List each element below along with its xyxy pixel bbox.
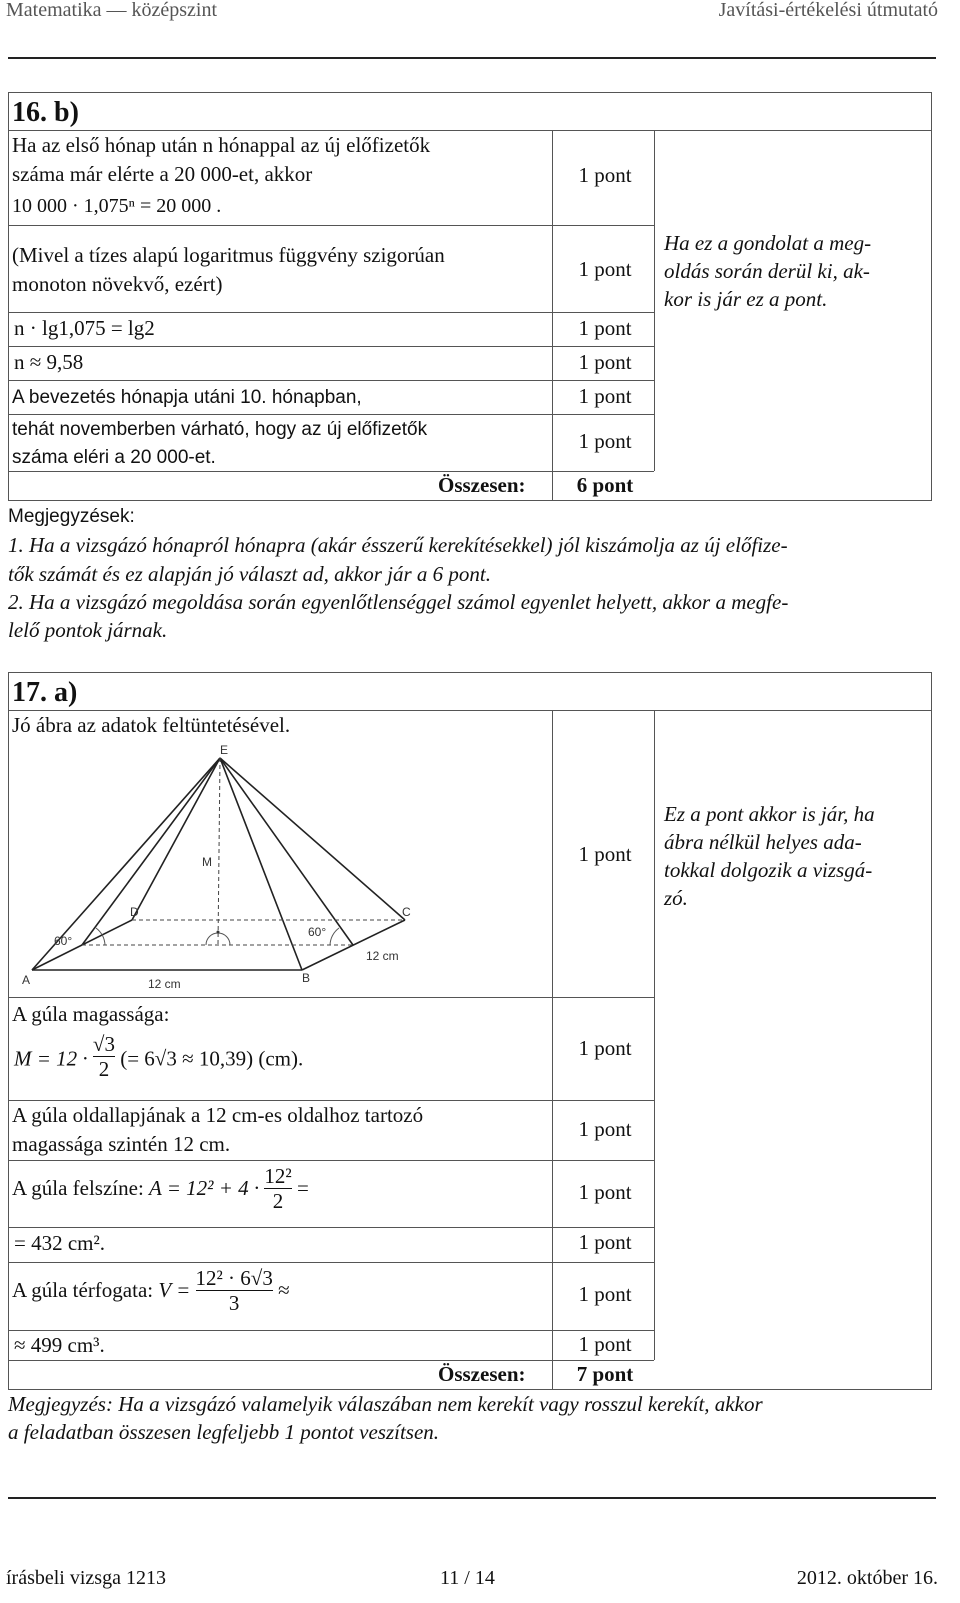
label-side2: 12 cm — [366, 949, 399, 963]
t17-surface-points: 1 pont — [578, 1180, 632, 1204]
t16-remark2-line2: lelő pontok járnak. — [8, 618, 168, 642]
t17-surface-result-points: 1 pont — [578, 1230, 632, 1254]
edge-EC — [220, 758, 405, 920]
footer-right: 2012. október 16. — [796, 1567, 938, 1589]
label-angle1: 60° — [54, 934, 73, 948]
t17-total-points: 7 pont — [576, 1362, 634, 1386]
t16-row6-line2: száma eléri a 20 000-et. — [12, 447, 216, 468]
t16-row5-text: A bevezetés hónapja utáni 10. hónapban, — [12, 387, 362, 408]
task17-label: 17. a) — [12, 677, 78, 708]
t16-total-points: 6 pont — [576, 473, 634, 497]
t17-total-label: Összesen: — [438, 1362, 526, 1386]
t17-figure-note: Ez a pont akkor is jár, ha ábra nélkül helyes ada- tokkal dolgozik a vizsgá- zó. — [664, 802, 875, 910]
t16-row6-points: 1 pont — [578, 429, 632, 453]
label-E: E — [220, 743, 229, 757]
footer-page: 11 / 14 — [440, 1567, 495, 1589]
label-D: D — [130, 905, 139, 919]
slant-2 — [220, 758, 353, 945]
t16-row1-points: 1 pont — [578, 163, 632, 187]
header-rule — [8, 57, 936, 59]
footer-rule — [8, 1497, 936, 1499]
t16-row3-formula: n · lg1,075 = lg2 — [14, 316, 155, 340]
height-M — [218, 758, 220, 945]
edge-ED — [132, 758, 220, 920]
t17-remark-line1: Megjegyzés: Ha a vizsgázó valamelyik válaszában nem kerekít vagy rosszul kerekít, akkor — [8, 1392, 763, 1416]
t17-volume-result-points: 1 pont — [578, 1332, 632, 1356]
t17-volume-points: 1 pont — [578, 1282, 632, 1306]
t16-row2-points: 1 pont — [578, 257, 632, 281]
t17-surface-result: = 432 cm². — [14, 1231, 106, 1255]
slant-1 — [82, 758, 220, 945]
t16-row2-line1: (Mivel a tízes alapú logaritmus függvény szigorúan — [12, 243, 445, 267]
t17-figure-text: Jó ábra az adatok feltüntetésével. — [12, 713, 291, 737]
header-left: Matematika — középszint — [6, 0, 218, 21]
header-right: Javítási-értékelési útmutató — [718, 0, 938, 21]
t17-height-formula: M = 12 · $\frac{√3}{2}$ (= 6√3 ≈ 10,39) (cm). — [14, 1032, 304, 1081]
label-C: C — [402, 905, 411, 919]
t17-figure-points: 1 pont — [578, 842, 632, 866]
t16-row1-line2: száma már elérte a 20 000-et, akkor — [12, 162, 313, 186]
label-M: M — [202, 855, 212, 869]
t16-row5-points: 1 pont — [578, 384, 632, 408]
t16-row1-line1: Ha az első hónap után n hónappal az új előfizetők — [12, 133, 431, 157]
page-header — [0, 0, 960, 26]
label-angle2: 60° — [308, 925, 327, 939]
footer-left: írásbeli vizsga 1213 — [6, 1567, 166, 1589]
t17-height-text: A gúla magassága: — [12, 1002, 170, 1026]
t16-remark2-line1: 2. Ha a vizsgázó megoldása során egyenlőtlenséggel számol egyenlet helyett, akkor a megfe- — [8, 590, 789, 614]
t16-remarks-title: Megjegyzések: — [8, 506, 135, 527]
label-side1: 12 cm — [148, 977, 181, 991]
t17-remark-line2: a feladatban összesen legfeljebb 1 pontot veszítsen. — [8, 1420, 440, 1444]
t17-slant-line1: A gúla oldallapjának a 12 cm-es oldalhoz tartozó — [12, 1103, 424, 1127]
t16-row6-line1: tehát novemberben várható, hogy az új előfizetők — [12, 419, 428, 440]
t16-total-label: Összesen: — [438, 473, 526, 497]
pyramid-figure — [10, 740, 550, 995]
label-B: B — [302, 971, 311, 985]
t16-remark1-line1: 1. Ha a vizsgázó hónapról hónapra (akár ésszerű kerekítésekkel) jól kiszámolja az új előfize- — [8, 533, 788, 557]
t17-volume-formula: A gúla térfogata: V = $\frac{\text{12² · 6√3}}{3}$ ≈ — [12, 1266, 290, 1315]
t16-row2-line2: monoton növekvő, ezért) — [12, 272, 223, 296]
t17-slant-line2: magassága szintén 12 cm. — [12, 1132, 231, 1156]
t17-slant-points: 1 pont — [578, 1117, 632, 1141]
t16-row3-points: 1 pont — [578, 316, 632, 340]
t16-side-note: Ha ez a gondolat a meg- oldás során derül ki, ak- kor is jár ez a pont. — [664, 231, 872, 311]
t17-height-points: 1 pont — [578, 1036, 632, 1060]
t17-surface-formula: A gúla felszíne: A = 12² + 4 · $\frac{\text{12²}}{2}$ = — [12, 1164, 309, 1213]
t16-remark1-line2: tők számát és ez alapján jó választ ad, akkor jár a 6 pont. — [8, 562, 491, 586]
t16-row1-formula: 10 000 · 1,075ⁿ = 20 000 . — [12, 195, 222, 217]
task16-label: 16. b) — [12, 97, 79, 128]
t17-volume-result: ≈ 499 cm³. — [14, 1333, 105, 1357]
label-A: A — [22, 973, 31, 987]
t16-row4-points: 1 pont — [578, 350, 632, 374]
edge-EB — [220, 758, 302, 970]
t16-row4-formula: n ≈ 9,58 — [14, 350, 84, 374]
